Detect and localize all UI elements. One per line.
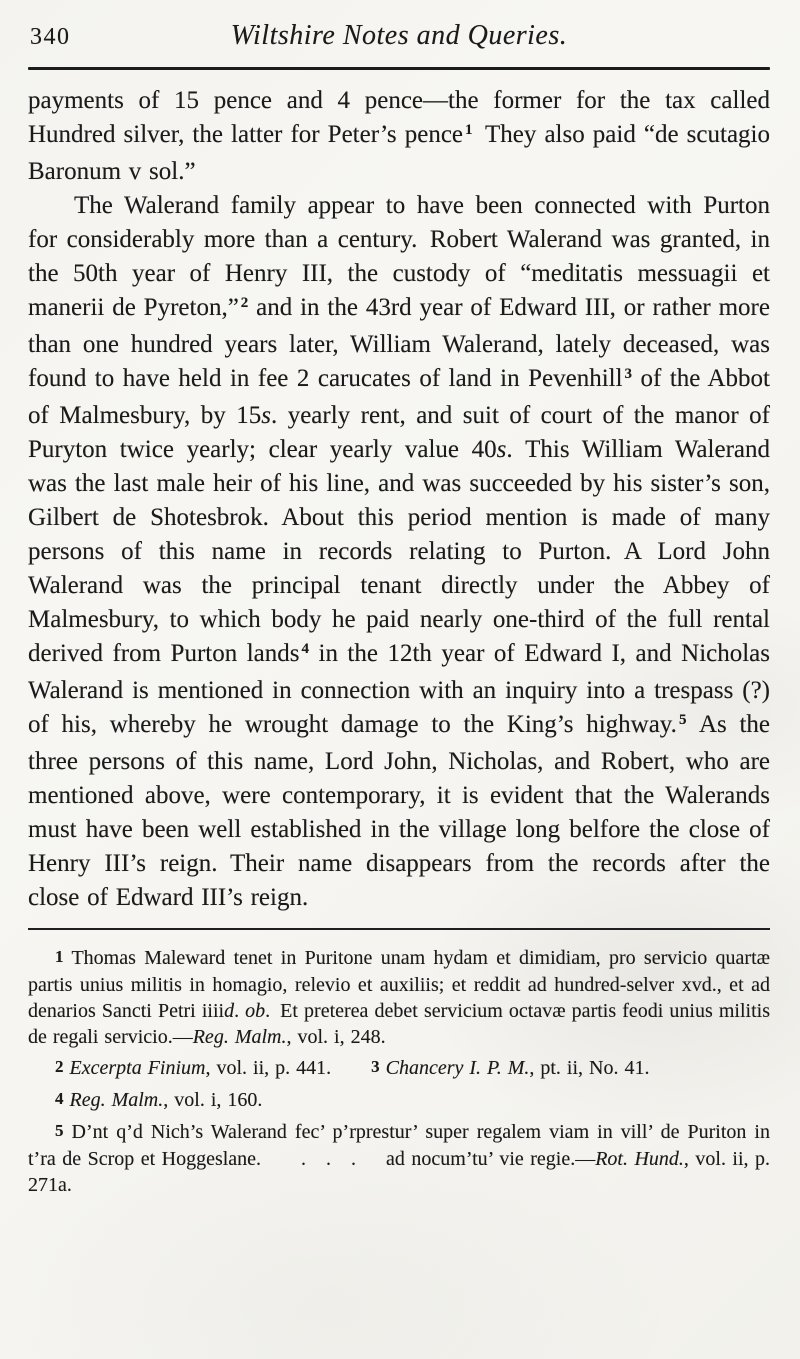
footnote-marker: 2: [55, 1057, 64, 1076]
italic-text: s: [496, 436, 507, 463]
italic-text: d: [224, 1000, 235, 1022]
italic-text: Reg. Malm.: [69, 1089, 164, 1111]
italic-text: Reg. Malm.: [192, 1026, 287, 1048]
text-run: D’nt q’d Nich’s Walerand fec’ p’rprestur’ super regalem viam in vill’ de Puriton in t’ra de Scrop et Hoggeslane. . . . ad nocum’tu’ vie regie.—: [28, 1121, 770, 1170]
text-run: .: [234, 1000, 246, 1022]
footnote-2-3: [28, 1055, 770, 1082]
footnote-marker: 4: [55, 1089, 64, 1108]
text-run: , vol. ii, p. 271a.: [28, 1148, 771, 1196]
text-run: in the 12th year of Edward I, and Nicholas Walerand is mentioned in connection with an inquiry into a trespass (?) of his, whereby he wrought damage to the King’s highway.: [28, 640, 771, 738]
text-run: They also paid “de scutagio Baronum v sol.”: [28, 121, 770, 185]
text-run: , vol. i, 160.: [163, 1089, 263, 1111]
page-header: [28, 20, 770, 56]
footnote-ref: 1: [465, 122, 473, 138]
text-run: payments of 15 pence and 4 pence—the former for the tax called Hundred silver, the latter for Peter’s pence: [28, 87, 770, 148]
italic-text: Excerpta Finium: [69, 1057, 206, 1079]
italic-text: Chancery I. P. M.: [385, 1057, 530, 1079]
footnote-4: [28, 1087, 770, 1114]
running-title: Wiltshire Notes and Queries.: [230, 20, 568, 51]
body-text: [28, 84, 770, 915]
page-number: 340: [30, 24, 71, 50]
header-rule: [28, 67, 770, 70]
paragraph-walerand-family: [28, 189, 770, 915]
footnotes: [28, 945, 770, 1198]
text-run: of the Abbot of Malmesbury, by 15: [28, 365, 770, 429]
text-run: As the three persons of this name, Lord John, Nicholas, and Robert, who are mentioned above, were contemporary, it is evident that the Walerands must have been well established in the village long belfore the close of Henry III’s reign. Their name disappears from the records after the close of Edward III’s reign.: [28, 711, 770, 911]
paragraph-continuation: [28, 84, 770, 189]
footnote-1: [28, 945, 770, 1050]
footnote-marker: 1: [55, 947, 64, 966]
text-run: Thomas Maleward tenet in Puritone unam hydam et dimidiam, pro servicio quartæ partis unius militis in homagio, relevio et auxiliis; et reddit ad hundred-selver xvd., et ad denarios Sancti Petri iiii: [28, 947, 770, 1022]
italic-text: s: [261, 402, 271, 429]
footnote-rule: [28, 928, 770, 930]
footnote-5: [28, 1119, 770, 1198]
text-run: The Walerand family appear to have been connected with Purton for considerably more than a century. Robert Walerand was granted, in the 50th year of Henry III, the custody of “meditatis messuagii et manerii de Pyreton,”: [28, 192, 770, 321]
footnote-ref: 5: [678, 712, 687, 728]
text-run: . Et preterea debet servicium octavæ partis feodi unius militis de regali servicio.—: [28, 1000, 770, 1048]
footnote-ref: 3: [624, 366, 633, 382]
footnote-marker: 5: [55, 1121, 64, 1140]
text-run: , vol. ii, p. 441.: [205, 1057, 332, 1079]
footnote-ref: 2: [240, 295, 249, 311]
text-run: [331, 1057, 371, 1079]
footnote-marker: 3: [371, 1057, 380, 1076]
text-run: , pt. ii, No. 41.: [529, 1057, 650, 1079]
text-run: . yearly rent, and suit of court of the manor of Puryton twice yearly; clear yearly value 40: [28, 402, 770, 463]
text-run: , vol. i, 248.: [286, 1026, 386, 1048]
text-run: and in the 43rd year of Edward III, or rather more than one hundred years later, William Walerand, lately deceased, was found to have held in fee 2 carucates of land in Pevenhill: [28, 294, 770, 392]
italic-text: ob: [245, 1000, 266, 1022]
text-run: . This William Walerand was the last male heir of his line, and was succeeded by his sister’s son, Gilbert de Shotesbrok. About this period mention is made of many persons of this name in records relating to Purton. A Lord John Walerand was the principal tenant directly under the Abbey of Malmesbury, to which body he paid nearly one-third of the full rental derived from Purton lands: [28, 436, 770, 667]
footnote-ref: 4: [301, 641, 309, 657]
italic-text: Rot. Hund.: [595, 1148, 684, 1170]
